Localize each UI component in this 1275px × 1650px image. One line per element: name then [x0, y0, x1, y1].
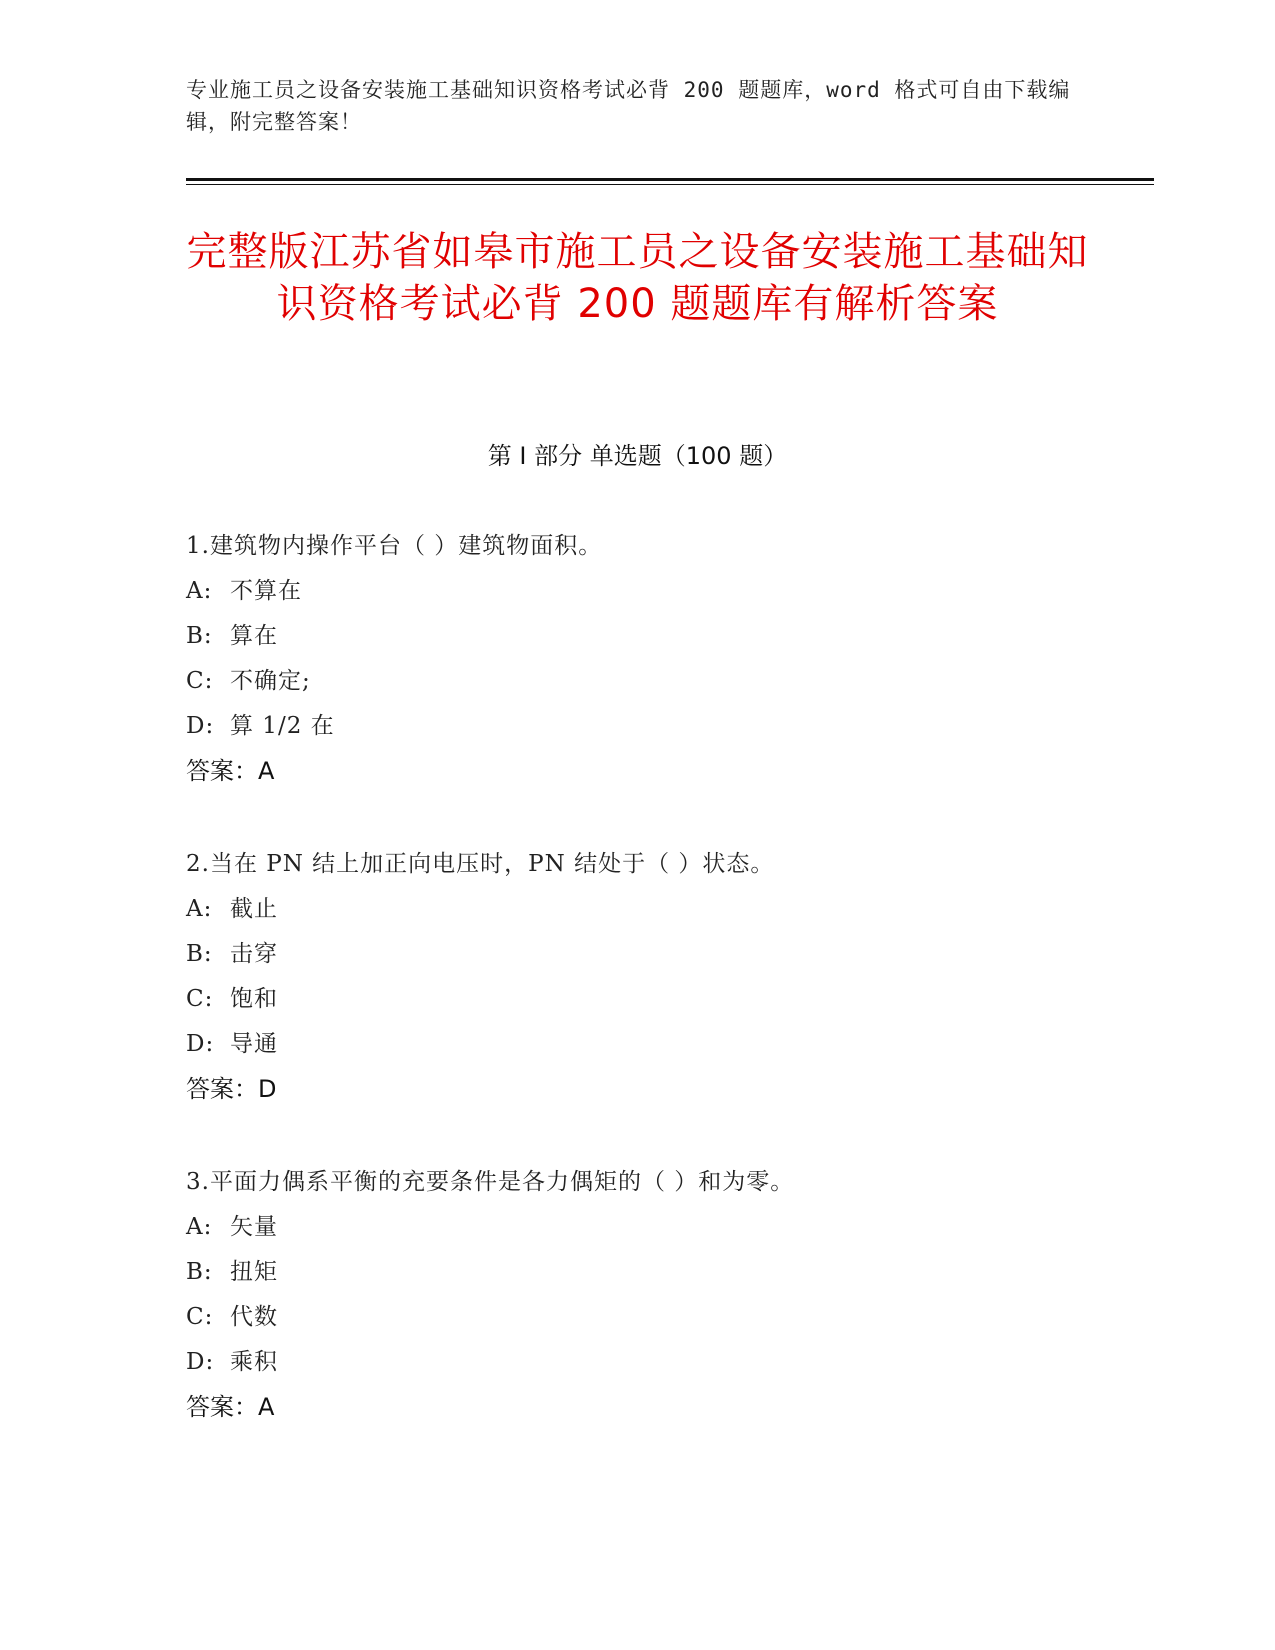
- question-3: [186, 1160, 1116, 1430]
- option-letter: A:: [186, 578, 213, 604]
- option-d: [186, 704, 1116, 749]
- option-letter: A:: [186, 896, 213, 922]
- option-text: 不算在: [230, 578, 302, 604]
- option-text: 乘积: [230, 1349, 278, 1375]
- option-letter: C:: [186, 1304, 214, 1330]
- option-text: 算在: [230, 623, 278, 649]
- option-a: [186, 887, 1116, 932]
- option-c: [186, 977, 1116, 1022]
- question-1: [186, 524, 1116, 794]
- question-2: [186, 842, 1116, 1112]
- option-text: 扭矩: [230, 1259, 278, 1285]
- option-a: [186, 569, 1116, 614]
- option-d: [186, 1022, 1116, 1067]
- option-letter: D:: [186, 713, 215, 739]
- question-stem: 1.建筑物内操作平台（ ）建筑物面积。: [186, 533, 603, 559]
- option-letter: D:: [186, 1349, 215, 1375]
- option-c: [186, 1295, 1116, 1340]
- option-b: [186, 614, 1116, 659]
- header-divider-thick: [186, 178, 1154, 181]
- option-text: 不确定;: [230, 668, 311, 694]
- option-letter: B:: [186, 1259, 213, 1285]
- question-stem: 3.平面力偶系平衡的充要条件是各力偶矩的（ ）和为零。: [186, 1169, 795, 1195]
- option-a: [186, 1205, 1116, 1250]
- option-letter: A:: [186, 1214, 213, 1240]
- document-title: 完整版江苏省如皋市施工员之设备安装施工基础知识资格考试必背 200 题题库有解析答案: [186, 229, 1089, 327]
- option-d: [186, 1340, 1116, 1385]
- answer: 答案：A: [186, 757, 275, 785]
- answer: 答案：A: [186, 1393, 275, 1421]
- option-text: 导通: [230, 1031, 278, 1057]
- option-text: 算 1/2 在: [230, 713, 335, 739]
- option-letter: B:: [186, 941, 213, 967]
- option-letter: B:: [186, 623, 213, 649]
- option-letter: C:: [186, 986, 214, 1012]
- question-stem: 2.当在 PN 结上加正向电压时，PN 结处于（ ）状态。: [186, 851, 775, 877]
- option-text: 击穿: [230, 941, 278, 967]
- option-letter: D:: [186, 1031, 215, 1057]
- option-b: [186, 1250, 1116, 1295]
- header-divider-thin: [186, 184, 1154, 185]
- option-text: 矢量: [230, 1214, 278, 1240]
- answer: 答案：D: [186, 1075, 277, 1103]
- option-letter: C:: [186, 668, 214, 694]
- option-c: [186, 659, 1116, 704]
- option-text: 截止: [230, 896, 278, 922]
- section-title: 第 I 部分 单选题（100 题）: [487, 442, 788, 470]
- option-b: [186, 932, 1116, 977]
- option-text: 饱和: [230, 986, 278, 1012]
- option-text: 代数: [230, 1304, 278, 1330]
- header-note: 专业施工员之设备安装施工基础知识资格考试必背 200 题题库，word 格式可自由下载编辑，附完整答案！: [186, 78, 1071, 134]
